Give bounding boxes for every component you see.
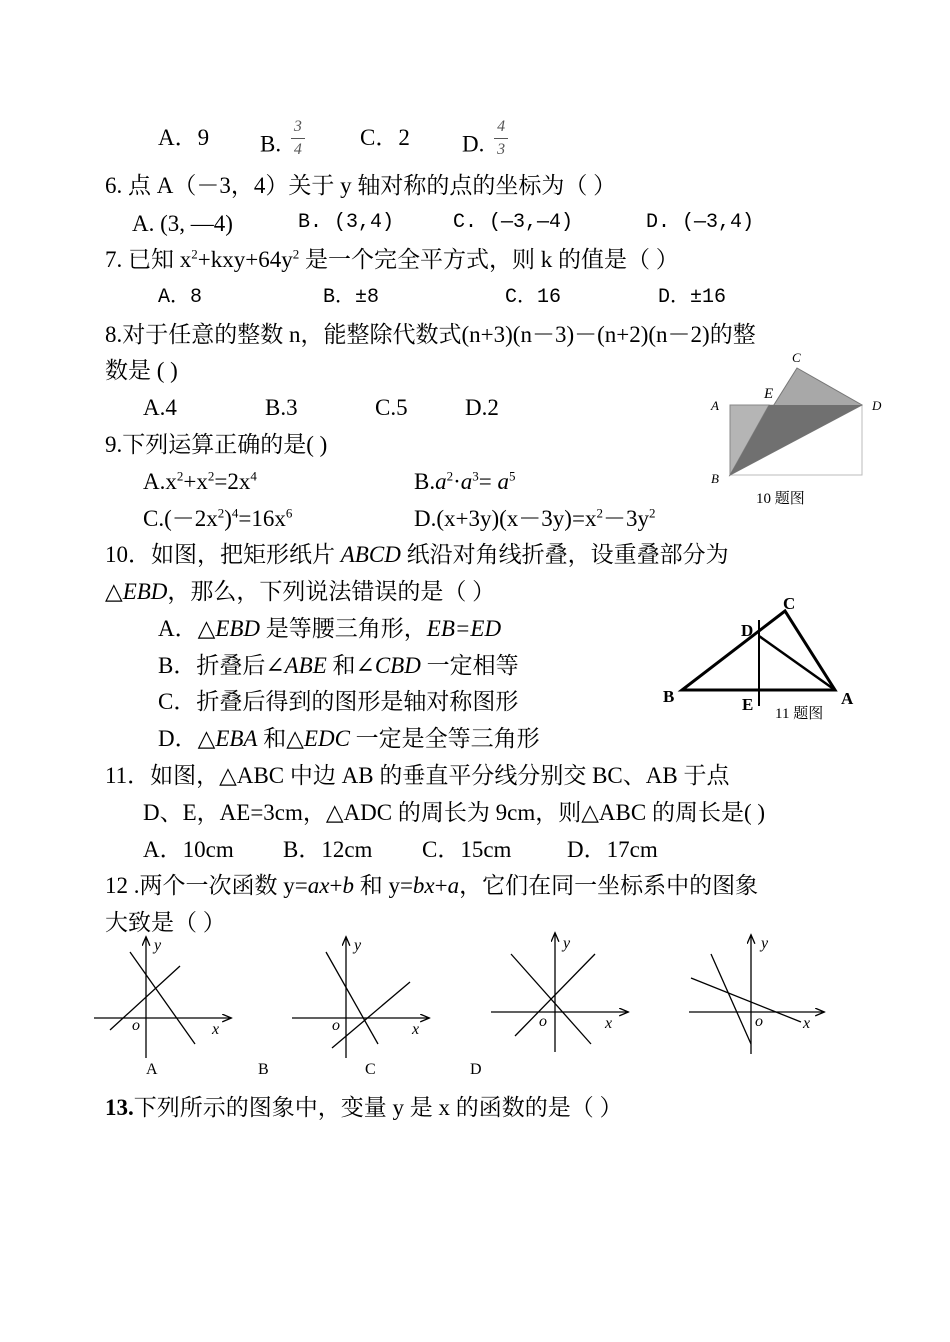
origin-label: o — [132, 1017, 140, 1034]
q9-c-part: ) — [224, 506, 232, 531]
fig11-label-b: B — [663, 687, 675, 706]
q10-b-italic: ABE — [284, 653, 327, 678]
q5-fraction-b — [291, 118, 305, 158]
q9-b-var: a — [497, 469, 509, 494]
q9-b-var: a — [435, 469, 447, 494]
q12-line1-part: ，它们在同一坐标系中的图象 — [459, 873, 759, 898]
q8-option-b: B.3 — [265, 395, 298, 420]
q9-b-part: B. — [414, 469, 436, 494]
q12-label-b: B — [258, 1061, 269, 1078]
q9-d-part: －3y — [602, 506, 649, 531]
axis-label-y: y — [563, 935, 571, 952]
axis-label-x: x — [803, 1015, 811, 1032]
q7-option-b: B．±8 — [323, 286, 380, 309]
q9-d-sup: 2 — [648, 505, 656, 521]
q10-b-part: B．折叠后∠ — [158, 653, 285, 678]
q9-a-part: =2x — [214, 469, 251, 494]
q6-option-a: A. (3, —4) — [132, 211, 233, 236]
fig11-label-d: D — [741, 621, 754, 640]
q9-c-part: C.(－2x — [143, 506, 218, 531]
q10-b-part: 一定相等 — [420, 653, 519, 678]
q8-line1: 8.对于任意的整数 n，能整除代数式(n+3)(n－3)－(n+2)(n－2)的整 — [105, 322, 756, 347]
figure-10-fold-diagram — [700, 345, 900, 515]
q13-stem — [105, 1096, 623, 1119]
fig10-label-e: E — [764, 386, 774, 402]
q5-option-d — [462, 118, 512, 166]
fig10-label-a: A — [711, 398, 719, 413]
q12-graph-1 — [90, 930, 240, 1060]
q7-option-d: D．±16 — [658, 286, 727, 309]
q10-line2-part: △ — [105, 579, 123, 604]
q13-number: 13. — [105, 1095, 134, 1120]
q9-b-sup: 5 — [509, 468, 516, 484]
q11-line1: 11．如图，△ABC 中边 AB 的垂直平分线分别交 BC、AB 于点 — [105, 763, 730, 788]
fraction-denominator: 4 — [293, 140, 302, 158]
q5-option-d-label: D. — [462, 131, 485, 157]
q10-option-d — [158, 727, 540, 750]
q12-line1 — [105, 874, 758, 897]
q10-a-italic: EBD — [215, 616, 261, 641]
q12-italic: bx — [412, 873, 435, 898]
q10-line1-part: 10．如图，把矩形纸片 — [105, 542, 341, 567]
q10-d-part: 和△ — [257, 726, 304, 751]
q11-option-d: D．17cm — [567, 837, 658, 862]
q10-line1 — [105, 543, 729, 566]
q9-c-sup: 4 — [231, 505, 239, 521]
q8-option-a: A.4 — [143, 395, 177, 420]
q5-option-b — [260, 118, 309, 166]
q11-option-a: A．10cm — [143, 837, 234, 862]
fig11-label-a: A — [841, 689, 854, 708]
q10-line2-part: ，那么，下列说法错误的是（ ） — [167, 579, 496, 604]
q9-d-part: D.(x+3y)(x－3y)=x — [414, 506, 597, 531]
q7-option-c: C．16 — [505, 286, 562, 309]
q10-b-italic: CBD — [374, 653, 421, 678]
q6-option-d: D. (—3,4) — [646, 211, 755, 234]
q7-option-a: A．8 — [158, 286, 203, 309]
axis-label-x: x — [212, 1021, 220, 1038]
q9-stem: 9.下列运算正确的是( ) — [105, 432, 328, 457]
q12-italic: a — [447, 873, 460, 898]
q9-a-sup: 2 — [207, 468, 215, 484]
fraction-denominator: 3 — [497, 140, 506, 158]
q12-line1-part: 和 y= — [353, 873, 413, 898]
q7-stem — [105, 248, 679, 271]
q12-graph-2 — [288, 930, 438, 1060]
q9-option-a — [143, 470, 257, 493]
origin-label: o — [539, 1013, 547, 1030]
q9-d-sup: 2 — [596, 505, 603, 521]
q10-a-part: A．△ — [158, 616, 216, 641]
q10-d-part: 一定是全等三角形 — [349, 726, 540, 751]
origin-label: o — [332, 1017, 340, 1034]
q12-line2: 大致是（ ） — [105, 910, 226, 935]
q10-line2-italic: EBD — [122, 579, 168, 604]
q12-line1-part: 12 .两个一次函数 y= — [105, 873, 308, 898]
q8-option-d: D.2 — [465, 395, 499, 420]
q12-italic: ax — [307, 873, 330, 898]
q6-option-c: C. (—3,—4) — [453, 211, 574, 234]
q9-a-part: +x — [183, 469, 208, 494]
q9-option-c — [143, 507, 292, 530]
q9-a-part: A.x — [143, 469, 177, 494]
q10-d-italic: EDC — [303, 726, 350, 751]
fraction-numerator: 3 — [293, 118, 302, 135]
axis-label-x: x — [412, 1021, 420, 1038]
q10-b-part: 和∠ — [326, 653, 375, 678]
q5-fraction-d — [494, 118, 508, 158]
q9-c-part: =16x — [238, 506, 286, 531]
q9-option-d — [414, 507, 655, 530]
q5-option-c: C．2 — [360, 125, 410, 150]
q10-option-b — [158, 654, 519, 677]
q7-stem-mid: +kxy+64y — [197, 247, 293, 272]
q12-label-d: D — [470, 1061, 482, 1078]
q10-line1-part: 纸沿对角线折叠，设重叠部分为 — [400, 542, 729, 567]
q9-b-part: = — [478, 469, 498, 494]
q12-graph-3 — [487, 926, 637, 1056]
axis-label-y: y — [761, 935, 769, 952]
axis-label-y: y — [154, 937, 162, 954]
q13-text: 下列所示的图象中，变量 y 是 x 的函数的是（ ） — [133, 1095, 623, 1120]
q9-c-sup: 2 — [217, 505, 225, 521]
q7-sup2: 2 — [292, 246, 300, 262]
origin-label: o — [755, 1013, 763, 1030]
q12-label-a: A — [146, 1061, 158, 1078]
q12-line1-part: + — [329, 873, 343, 898]
line-2 — [691, 978, 801, 1022]
q5-option-a: A．9 — [158, 125, 210, 150]
q8-line2: 数是 ( ) — [105, 358, 178, 383]
q8-option-c: C.5 — [375, 395, 408, 420]
q12-graph-4 — [685, 930, 835, 1060]
q9-b-sup: 2 — [446, 468, 454, 484]
q7-sup1: 2 — [191, 246, 198, 262]
q10-option-a — [158, 617, 501, 640]
q10-a-part: 是等腰三角形， — [260, 616, 427, 641]
q12-label-c: C — [365, 1061, 376, 1078]
fig10-label-c: C — [792, 350, 801, 365]
fig10-label-b: B — [711, 471, 719, 486]
axis-label-y: y — [354, 937, 362, 954]
fig11-label-c: C — [783, 594, 796, 613]
q9-b-sup: 3 — [472, 468, 479, 484]
q6-option-b: B. (3,4) — [298, 211, 395, 234]
q5-option-b-label: B. — [260, 131, 282, 157]
q9-b-part: · — [453, 469, 461, 494]
q10-d-part: D．△ — [158, 726, 216, 751]
q9-a-sup: 4 — [250, 468, 257, 484]
q7-stem-post: 是一个完全平方式，则 k 的值是（ ） — [299, 247, 679, 272]
fraction-numerator: 4 — [497, 118, 506, 135]
q11-line2: D、E，AE=3cm，△ADC 的周长为 9cm，则△ABC 的周长是( ) — [143, 800, 766, 825]
q6-stem: 6. 点 A（－3，4）关于 y 轴对称的点的坐标为（ ） — [105, 173, 617, 198]
segment-da — [759, 636, 835, 690]
fig10-caption: 10 题图 — [756, 491, 805, 507]
q10-a-italic: EB=ED — [426, 616, 502, 641]
fig11-caption: 11 题图 — [775, 706, 824, 722]
figure-11-triangle-diagram — [655, 590, 865, 730]
fig10-label-d: D — [872, 398, 882, 413]
q9-c-sup: 6 — [285, 505, 293, 521]
q10-d-italic: EBA — [215, 726, 258, 751]
q12-line1-part: + — [434, 873, 448, 898]
q10-line2 — [105, 580, 495, 603]
q11-option-c: C．15cm — [422, 837, 512, 862]
fig11-label-e: E — [742, 695, 754, 714]
q11-option-b: B．12cm — [283, 837, 373, 862]
q12-italic: b — [342, 873, 354, 898]
q9-b-var: a — [460, 469, 473, 494]
q9-a-sup: 2 — [176, 468, 184, 484]
axis-label-x: x — [605, 1015, 613, 1032]
line-2 — [332, 982, 410, 1048]
line-2 — [110, 966, 180, 1030]
q9-option-b — [414, 470, 516, 493]
q10-line1-italic: ABCD — [340, 542, 401, 567]
q10-option-c: C．折叠后得到的图形是轴对称图形 — [158, 689, 519, 714]
q7-stem-pre: 7. 已知 x — [105, 247, 192, 272]
